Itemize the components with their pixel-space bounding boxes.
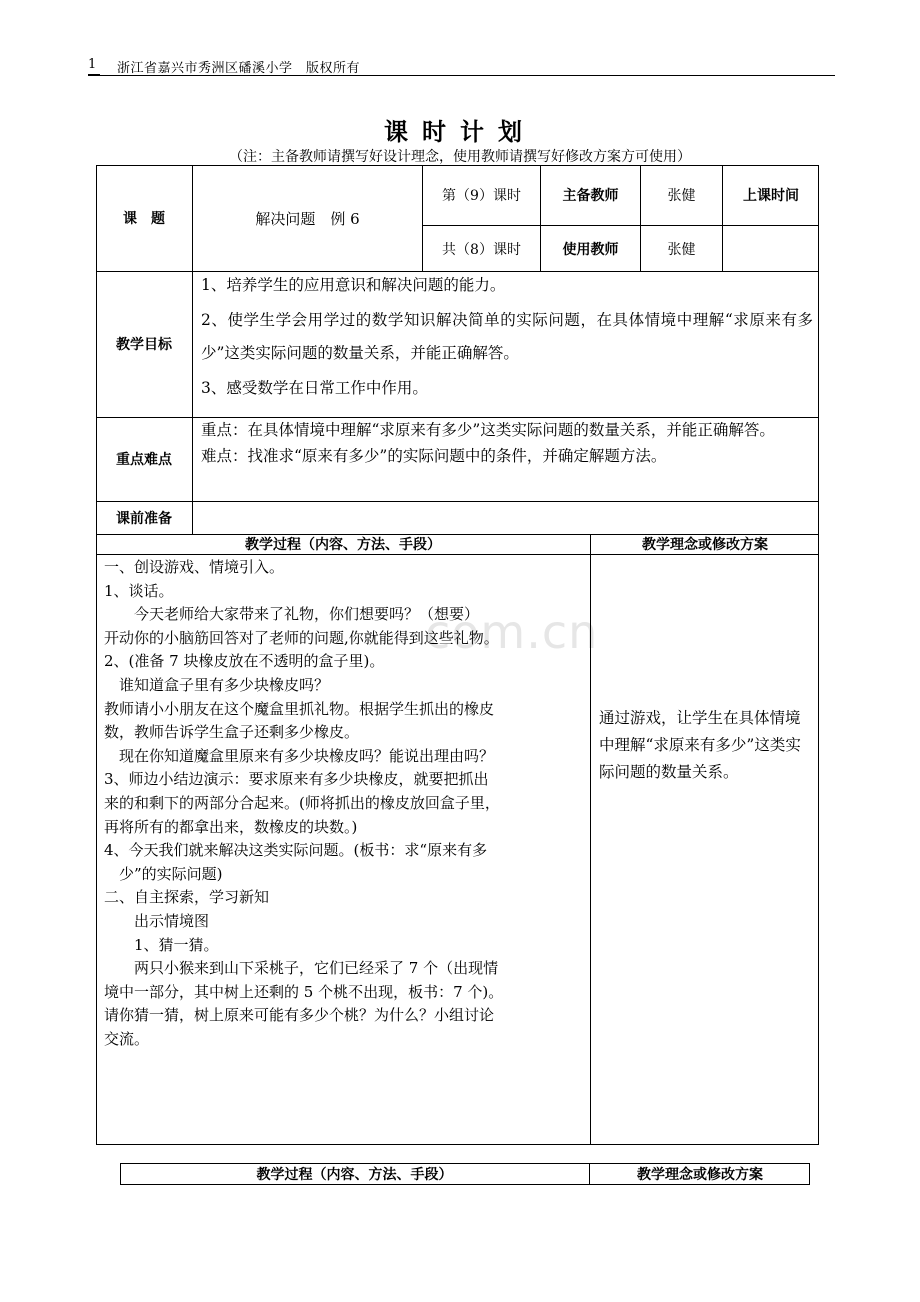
next-header-right: 教学理念或修改方案 (637, 1167, 763, 1183)
goal-item: 2、使学生学会用学过的数学知识解决简单的实际问题，在具体情境中理解“求原来有多少”这类实际问题的数量关系，并能正确解答。 (201, 311, 813, 362)
prep-label: 课前准备 (96, 501, 193, 534)
process-line: 再将所有的都拿出来，数橡皮的块数。) (104, 817, 358, 836)
main-teacher-label: 主备教师 (541, 165, 641, 226)
class-time-label: 上课时间 (723, 165, 819, 226)
process-line: 二、自主探索，学习新知 (104, 888, 270, 907)
process-line: 2、(准备 7 块橡皮放在不透明的盒子里)。 (104, 652, 385, 671)
process-line: 数，教师告诉学生盒子还剩多少橡皮。 (104, 723, 360, 742)
process-line: 1、谈话。 (104, 581, 174, 600)
difficulty-point: 难点：找准求“原来有多少”的实际问题中的条件，并确定解题方法。 (201, 447, 667, 465)
process-header-left: 教学过程（内容、方法、手段） (96, 534, 591, 555)
goal-item: 3、感受数学在日常工作中作用。 (201, 379, 428, 397)
header-rule (88, 75, 835, 76)
process-line: 现在你知道魔盒里原来有多少块橡皮吗？能说出理由吗？ (104, 746, 495, 765)
topic-label: 课 题 (96, 165, 193, 271)
process-line: 教师请小小朋友在这个魔盒里抓礼物。根据学生抓出的橡皮 (104, 699, 495, 718)
goal-item: 1、培养学生的应用意识和解决问题的能力。 (201, 276, 506, 294)
process-line: 两只小猴来到山下采桃子，它们已经采了 7 个（出现情 (104, 959, 499, 978)
goals-label: 教学目标 (96, 271, 193, 417)
process-line: 3、师边小结边演示：要求原来有多少块橡皮，就要把抓出 (104, 770, 489, 789)
process-line: 出示情境图 (104, 912, 210, 930)
process-line: 谁知道盒子里有多少块橡皮吗？ (104, 676, 330, 694)
goals-list (201, 269, 813, 405)
lesson-total: 共（8）课时 (423, 226, 541, 271)
keypoints-content (201, 418, 813, 468)
process-line: 今天老师给大家带来了礼物，你们想要吗？（想要） (104, 605, 480, 624)
process-line: 交流。 (104, 1030, 150, 1048)
process-header-right: 教学理念或修改方案 (591, 534, 819, 555)
page-number: 1 (88, 57, 97, 72)
class-time-value (723, 226, 819, 271)
process-line: 1、猜一猜。 (104, 935, 219, 954)
process-line: 开动你的小脑筋回答对了老师的问题,你就能得到这些礼物。 (104, 628, 499, 647)
process-right-note: 通过游戏，让学生在具体情境中理解“求原来有多少”这类实际问题的数量关系。 (599, 709, 801, 781)
keypoints-label: 重点难点 (96, 417, 193, 501)
main-teacher-value: 张健 (641, 165, 723, 226)
lesson-number: 第（9）课时 (423, 165, 541, 226)
page-note: （注：主备教师请撰写好设计理念，使用教师请撰写好修改方案方可使用） (229, 149, 691, 165)
process-line: 一、创设游戏、情境引入。 (104, 558, 285, 576)
header-school: 浙江省嘉兴市秀洲区磻溪小学 版权所有 (117, 61, 361, 76)
process-line: 境中一部分，其中树上还剩的 5 个桃不出现，板书：7 个)。 (104, 982, 504, 1001)
process-line: 请你猜一猜，树上原来可能有多少个桃？为什么？小组讨论 (104, 1006, 495, 1025)
topic-value: 解决问题 例 6 (193, 165, 423, 271)
watermark: com.cn (425, 605, 599, 659)
next-header-left: 教学过程（内容、方法、手段） (120, 1163, 590, 1185)
use-teacher-label: 使用教师 (541, 226, 641, 271)
process-line: 4、今天我们就来解决这类实际问题。(板书：求“原来有多 (104, 841, 488, 860)
process-line: 少”的实际问题) (104, 864, 223, 883)
use-teacher-value: 张健 (641, 226, 723, 271)
page-title: 课时计划 (384, 118, 536, 146)
process-line: 来的和剩下的两部分合起来。(师将抓出的橡皮放回盒子里， (104, 794, 500, 812)
prep-row (96, 501, 819, 534)
key-point: 重点：在具体情境中理解“求原来有多少”这类实际问题的数量关系，并能正确解答。 (201, 421, 775, 439)
